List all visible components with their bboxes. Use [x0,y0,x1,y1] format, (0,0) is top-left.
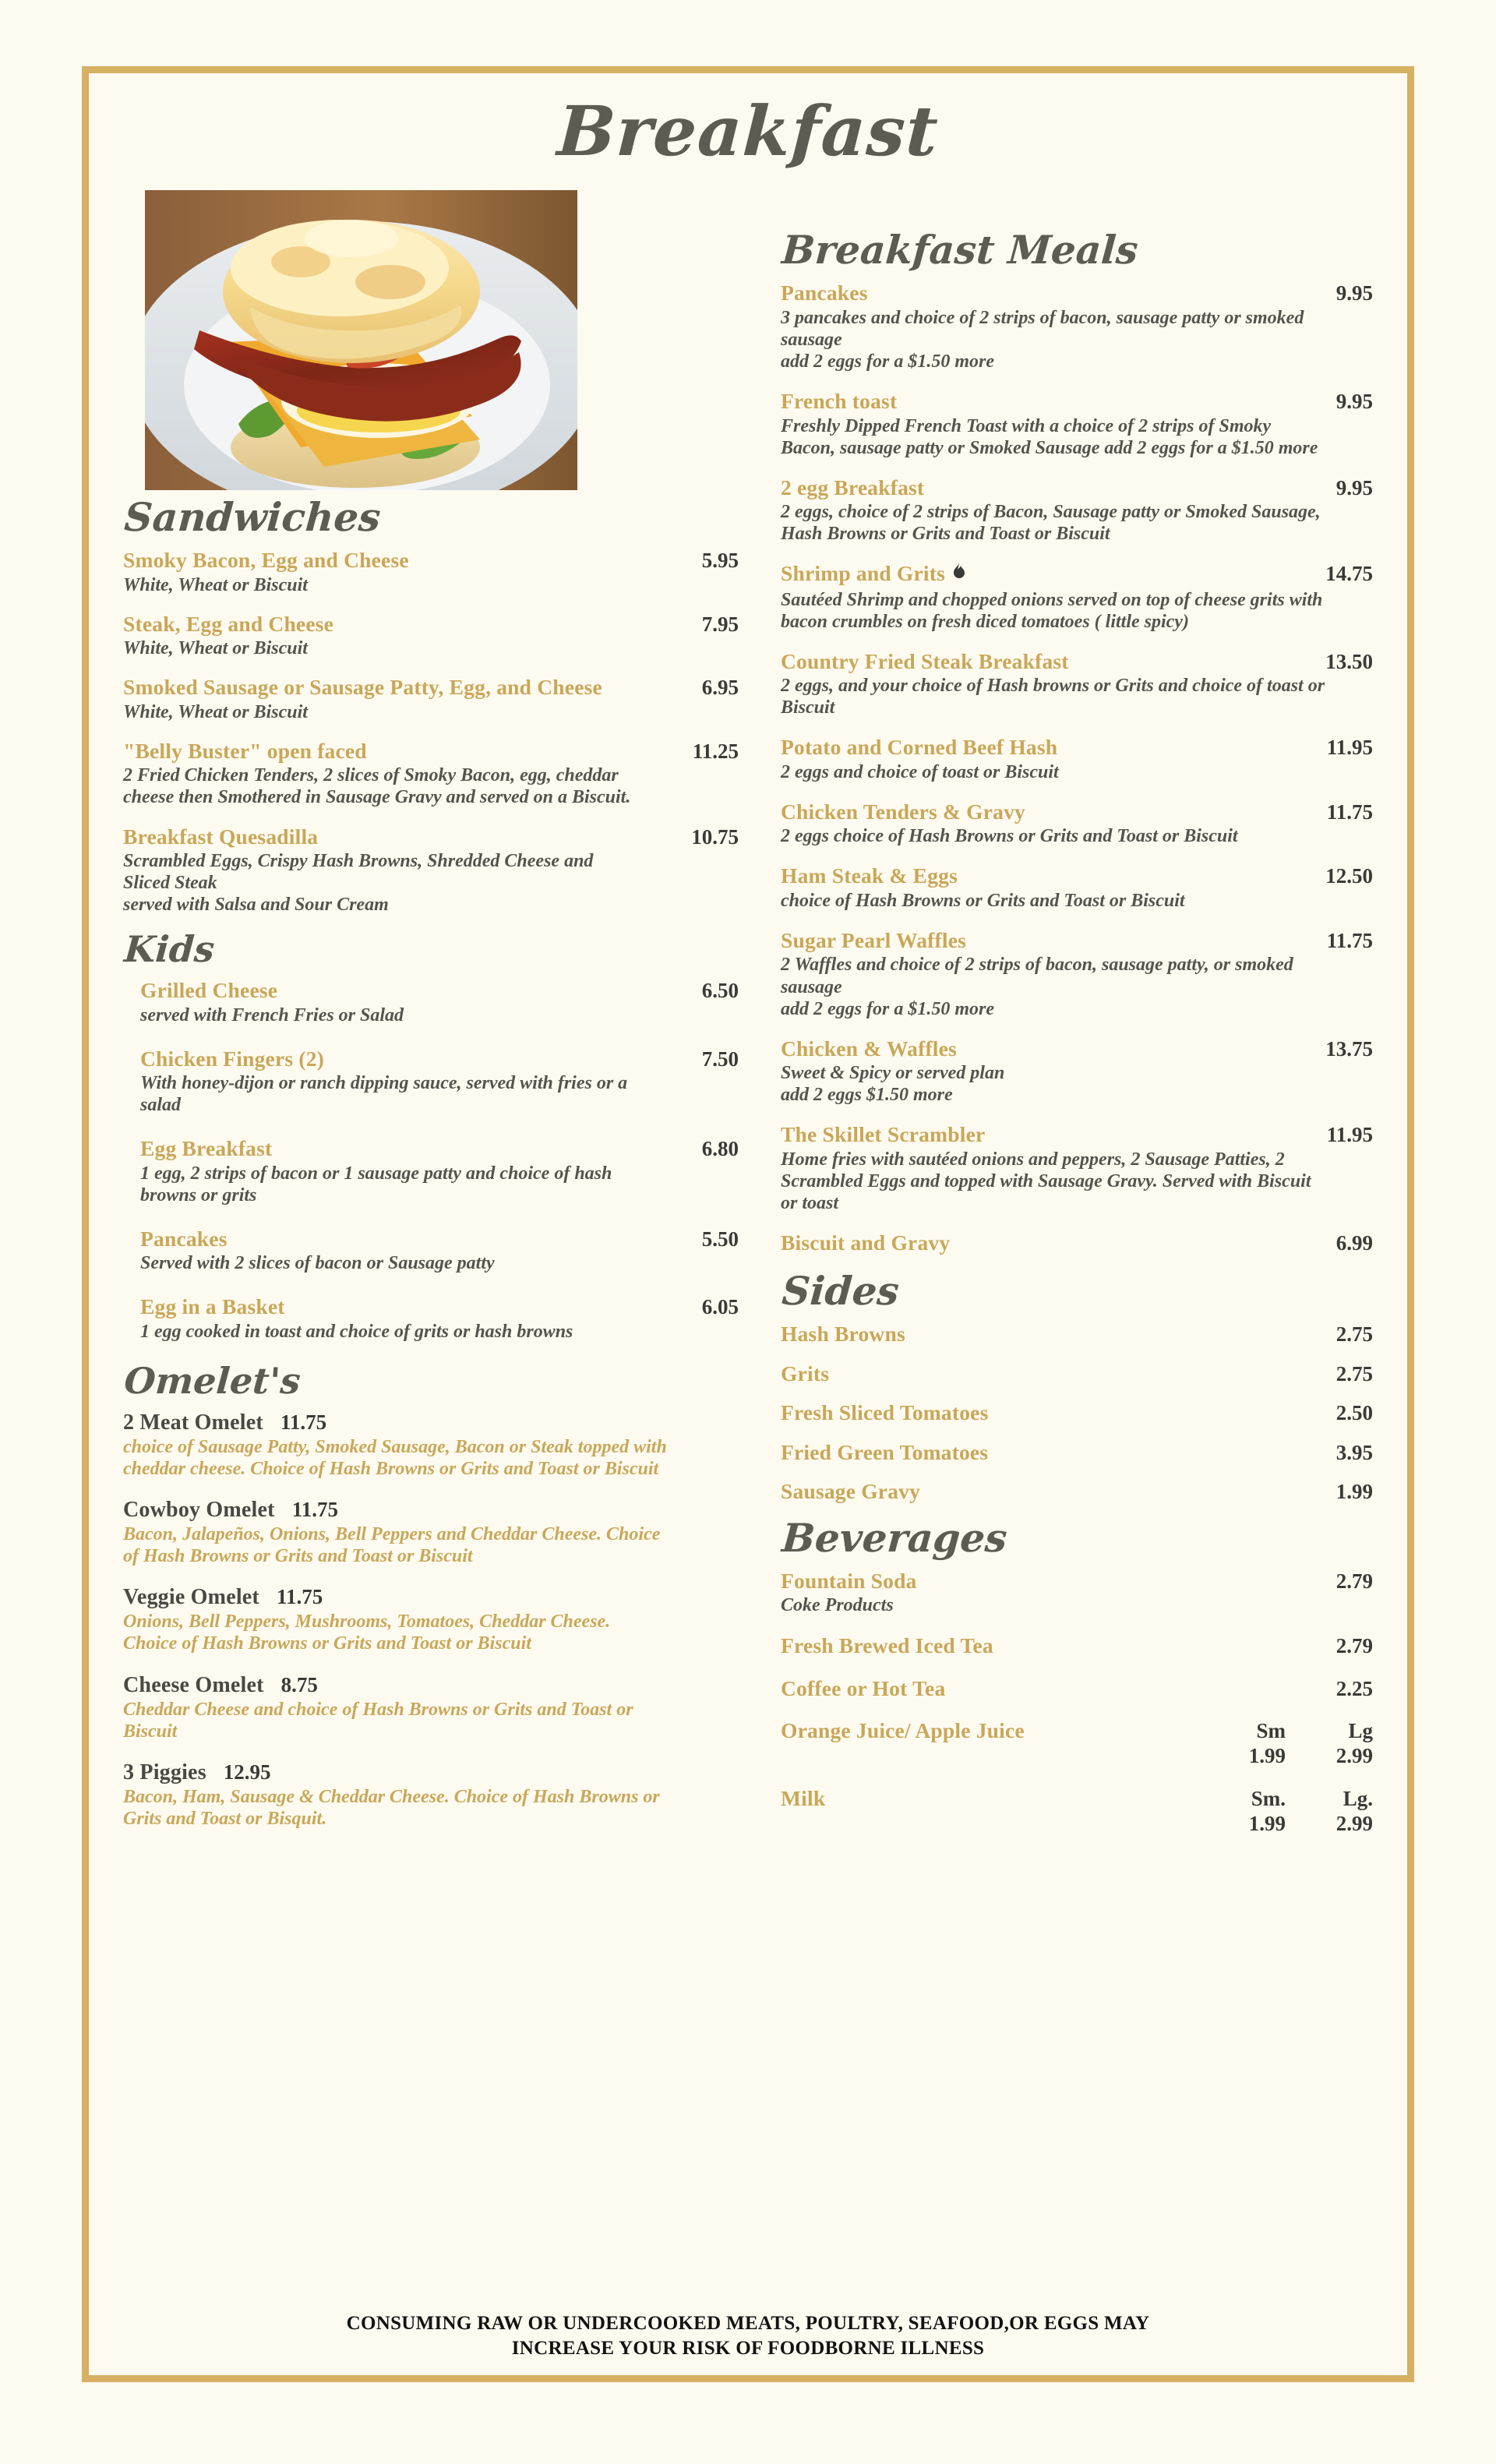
menu-item-header [123,675,739,700]
menu-item-name: Biscuit and Gravy [781,1230,951,1255]
menu-item-header [123,824,739,849]
menu-item-name: French toast [781,389,898,414]
size-price: 1.99 [1248,1743,1286,1767]
breakfast-meals-list [781,281,1373,1255]
menu-item [781,1676,1373,1701]
menu-item-header [781,1122,1373,1147]
menu-item-price: 11.75 [291,1498,338,1522]
menu-item-description: 2 Fried Chicken Tenders, 2 slices of Smoky Bacon, egg, cheddar cheese then Smothered in Sausage Gravy and served on a Biscuit. [123,765,631,808]
menu-item [781,800,1373,848]
menu-columns [123,171,1373,1853]
menu-item-name: Cowboy Omelet [123,1498,275,1523]
menu-item-price: 6.50 [701,979,739,1003]
menu-item-header [123,612,739,637]
menu-item-header [123,1584,739,1610]
menu-item-name: 2 egg Breakfast [781,475,925,500]
menu-item-description: Freshly Dipped French Toast with a choice of 2 strips of Smoky Bacon, sausage patty or Smoked Sausage add 2 eggs for a $1.50 more [781,415,1318,458]
menu-item-name: Fresh Sliced Tomatoes [781,1400,989,1425]
menu-item-header [781,863,1373,888]
menu-item-price: 14.75 [1325,562,1373,586]
menu-item-name: Chicken & Waffles [781,1036,957,1061]
menu-item-name: Pancakes [781,281,868,305]
menu-item-price: 11.95 [1326,736,1373,760]
menu-item [781,735,1373,783]
menu-item-description: choice of Sausage Patty, Smoked Sausage, Bacon or Steak topped with cheddar cheese. Choice of Hash Browns or Grits and Toast or Biscuit [123,1436,667,1480]
menu-item-name: Steak, Egg and Cheese [123,611,334,636]
menu-item-header [781,561,1373,588]
size-price: 2.99 [1335,1743,1373,1767]
size-label: Sm [1256,1718,1286,1742]
menu-item [123,612,739,660]
menu-item [781,1322,1373,1347]
menu-item [123,824,739,916]
menu-item-name: Grilled Cheese [140,978,278,1003]
menu-item [123,1410,739,1480]
menu-item-header [123,1672,739,1698]
menu-border-frame [82,66,1414,2382]
menu-item [781,863,1373,912]
menu-item-price: 9.95 [1335,390,1373,414]
menu-item-price: 1.99 [1335,1480,1373,1504]
omelets-list [123,1410,739,1830]
size-label: Lg [1348,1718,1373,1742]
menu-item-description: Cheddar Cheese and choice of Hash Browns or Grits and Toast or Biscuit [123,1699,633,1742]
menu-item-header [140,1047,739,1071]
size-price: 2.99 [1335,1811,1373,1835]
beverages-list [781,1569,1373,1837]
menu-item-header [781,1676,1373,1701]
menu-item-name: Country Fried Steak Breakfast [781,648,1069,673]
menu-item-price: 3.95 [1335,1440,1373,1464]
menu-item-name: Ham Steak & Eggs [781,863,958,888]
menu-item-name: Orange Juice/ Apple Juice [781,1717,1025,1742]
size-price-column [1198,1787,1286,1837]
menu-item-price: 9.95 [1335,281,1373,305]
menu-item-price: 6.95 [701,676,739,700]
sides-list [781,1322,1373,1504]
menu-item-description: 2 eggs, choice of 2 strips of Bacon, Sausage patty or Smoked Sausage, Hash Browns or Grits and Toast or Biscuit [781,502,1321,545]
menu-item-header [781,1230,1373,1255]
size-label: Sm. [1251,1786,1286,1810]
menu-item [140,978,739,1026]
menu-item-header [781,1322,1373,1347]
section-title-sandwiches: Sandwiches [122,494,383,541]
menu-item-price: 2.50 [1335,1401,1373,1425]
menu-item [140,1227,739,1275]
menu-item-header [781,1440,1373,1465]
menu-item-price: 12.50 [1325,864,1373,888]
page-title: Breakfast [555,90,941,171]
menu-item-price: 6.05 [701,1295,739,1319]
section-title-kids: Kids [122,928,217,971]
menu-item-description: Coke Products [781,1594,894,1615]
menu-item-name: "Belly Buster" open faced [123,738,367,763]
menu-item-price: 11.75 [280,1410,327,1434]
menu-item-name: Veggie Omelet [123,1585,259,1610]
menu-item [123,548,739,596]
menu-item-header [781,1786,1373,1837]
menu-item [123,675,739,723]
menu-item-description: 2 eggs choice of Hash Browns or Grits and Toast or Biscuit [781,826,1238,847]
menu-item-name: Cheese Omelet [123,1672,264,1697]
menu-item-price: 7.50 [701,1047,739,1071]
size-price-column [1198,1719,1286,1769]
menu-item-header [781,928,1373,953]
size-price-group [1198,1719,1373,1769]
size-label: Lg. [1343,1786,1373,1810]
menu-item-header [123,1760,739,1785]
menu-item-name: Smoky Bacon, Egg and Cheese [123,548,409,573]
menu-item-header [140,1136,739,1161]
menu-item-name: Egg in a Basket [140,1294,285,1319]
menu-item [123,739,739,809]
menu-item-header [781,389,1373,414]
menu-item-header [123,739,739,764]
menu-item-header [781,281,1373,305]
menu-item-header [781,1361,1373,1386]
menu-item-price: 6.99 [1335,1230,1373,1255]
size-price: 1.99 [1248,1811,1286,1835]
menu-item-description: 2 eggs and choice of toast or Biscuit [781,761,1059,782]
menu-item-header [781,649,1373,674]
menu-item [781,1440,1373,1465]
size-price-column [1286,1787,1373,1837]
kids-list [123,978,739,1343]
menu-item [781,389,1373,459]
menu-item-header [781,1036,1373,1061]
menu-item [123,1497,739,1567]
menu-item-name: Shrimp and Grits [781,561,967,588]
menu-item [781,1633,1373,1658]
menu-item-header [781,1479,1373,1504]
menu-item-name: Hash Browns [781,1322,905,1347]
menu-item [781,649,1373,719]
size-price-group [1198,1787,1373,1837]
menu-item-description: 2 Waffles and choice of 2 strips of bacon, sausage patty, or smoked sausage add 2 eggs for a $1.50 more [781,955,1293,1019]
menu-item-description: Onions, Bell Peppers, Mushrooms, Tomatoes, Cheddar Cheese. Choice of Hash Browns or Grits and Toast or Biscuit [123,1611,611,1654]
menu-item-price: 11.95 [1326,1123,1373,1147]
menu-item-header [781,1400,1373,1425]
menu-item [781,928,1373,1020]
menu-item-price: 11.25 [692,739,739,763]
menu-item-name: Fried Green Tomatoes [781,1439,989,1464]
menu-item [781,1122,1373,1214]
menu-item-name: Potato and Corned Beef Hash [781,735,1058,760]
menu-item-price: 11.75 [276,1585,323,1609]
menu-item-price: 11.75 [1326,928,1373,952]
menu-item-description: Bacon, Ham, Sausage & Cheddar Cheese. Choice of Hash Browns or Grits and Toast or Bisquit. [123,1786,660,1829]
menu-item [781,561,1373,633]
disclaimer-line-2: INCREASE YOUR RISK OF FOODBORNE ILLNESS [511,2338,985,2359]
menu-item-header [781,475,1373,500]
menu-item-name: Chicken Fingers (2) [140,1046,325,1071]
menu-item-price: 9.95 [1335,475,1373,500]
menu-content [89,73,1407,2375]
section-title-beverages: Beverages [780,1514,1009,1561]
menu-item-price: 10.75 [691,824,739,849]
menu-item-header [781,800,1373,824]
menu-item [781,1479,1373,1504]
flame-icon [951,562,967,588]
left-column [123,171,739,1846]
menu-item-description: 3 pancakes and choice of 2 strips of bacon, sausage patty or smoked sausage add 2 eggs for a $1.50 more [781,307,1304,372]
menu-item [781,281,1373,372]
section-title-breakfast-meals: Breakfast Meals [780,227,1140,274]
menu-item-description: Bacon, Jalapeños, Onions, Bell Peppers and Cheddar Cheese. Choice of Hash Browns or Grits and Toast or Biscuit [123,1524,661,1567]
menu-item-description: Scrambled Eggs, Crispy Hash Browns, Shredded Cheese and Sliced Steak served with Salsa and Sour Cream [123,850,594,916]
menu-item-header [123,548,739,573]
menu-item-price: 2.75 [1335,1322,1373,1347]
menu-item-description: 1 egg cooked in toast and choice of grits or hash browns [140,1321,573,1342]
menu-item-description: 2 eggs, and your choice of Hash browns or Grits and choice of toast or Biscuit [781,676,1325,718]
menu-item-price: 6.80 [701,1137,739,1161]
size-price-column [1286,1719,1373,1769]
menu-item-name: Milk [781,1785,826,1810]
menu-item [781,1400,1373,1425]
right-column [781,171,1373,1853]
menu-item-name: Fresh Brewed Iced Tea [781,1633,993,1658]
menu-item-header [781,1569,1373,1594]
menu-item-description: White, Wheat or Biscuit [123,574,308,595]
section-title-sides: Sides [780,1268,901,1315]
menu-item-price: 8.75 [280,1672,318,1696]
menu-item-description: Home fries with sautéed onions and peppers, 2 Sausage Patties, 2 Scrambled Eggs and topped with Sausage Gravy. Served with Biscuit or toast [781,1149,1311,1213]
disclaimer-line-1: CONSUMING RAW OR UNDERCOOKED MEATS, POULTRY, SEAFOOD,OR EGGS MAY [346,2313,1150,2334]
menu-item-name: Sugar Pearl Waffles [781,927,967,952]
menu-item-price: 5.50 [701,1227,739,1251]
menu-item-header [781,735,1373,760]
menu-item [140,1047,739,1117]
menu-item-price: 13.75 [1325,1036,1373,1061]
menu-item-description: Sautéed Shrimp and chopped onions served on top of cheese grits with bacon crumbles on fresh diced tomatoes ( little spicy) [781,589,1323,632]
menu-item-name: Egg Breakfast [140,1136,273,1161]
menu-item-description: served with French Fries or Salad [140,1004,404,1025]
menu-item-price: 5.95 [701,549,739,573]
menu-item-name: Smoked Sausage or Sausage Patty, Egg, and Cheese [123,675,602,700]
menu-item-description: 1 egg, 2 strips of bacon or 1 sausage patty and choice of hash browns or grits [140,1163,612,1206]
menu-item-header [781,1718,1373,1769]
menu-item [781,1569,1373,1617]
breakfast-sandwich-photo [145,190,577,490]
menu-item-header [781,1633,1373,1658]
menu-item-description: White, Wheat or Biscuit [123,701,308,722]
menu-item-name: Chicken Tenders & Gravy [781,799,1026,824]
menu-item-price: 2.79 [1335,1634,1373,1658]
menu-item-header [140,1294,739,1319]
allergen-disclaimer [123,2311,1373,2361]
menu-item-price: 11.75 [1326,800,1373,824]
menu-item-description: With honey-dijon or ranch dipping sauce, served with fries or a salad [140,1073,628,1116]
menu-item [781,1036,1373,1107]
menu-item [781,1786,1373,1837]
menu-item [123,1584,739,1654]
menu-item-name: The Skillet Scrambler [781,1122,986,1147]
menu-item-name: Grits [781,1361,830,1386]
menu-item-description: choice of Hash Browns or Grits and Toast or Biscuit [781,890,1185,911]
menu-item-name: Fountain Soda [781,1568,917,1593]
sandwiches-list [123,548,739,916]
menu-item [140,1294,739,1343]
menu-item-description: Served with 2 slices of bacon or Sausage patty [140,1253,495,1274]
menu-item-name: Sausage Gravy [781,1479,921,1504]
menu-item [123,1672,739,1742]
menu-item-name: 3 Piggies [123,1760,206,1784]
menu-item-price: 13.50 [1325,649,1373,673]
menu-item-name: Pancakes [140,1226,228,1251]
menu-item-price: 12.95 [223,1760,271,1784]
menu-item-price: 2.75 [1335,1361,1373,1386]
menu-item-header [140,978,739,1003]
menu-item [781,1361,1373,1386]
menu-item-header [140,1227,739,1251]
menu-item-price: 2.79 [1335,1569,1373,1593]
menu-item-price: 7.95 [701,612,739,636]
menu-item-header [123,1410,739,1435]
menu-item-description: White, Wheat or Biscuit [123,638,308,659]
menu-item [781,475,1373,545]
menu-item-header [123,1497,739,1523]
menu-item-description: Sweet & Spicy or served plan add 2 eggs $1.50 more [781,1063,1005,1106]
menu-item [781,1230,1373,1255]
menu-item-name: 2 Meat Omelet [123,1410,263,1435]
menu-item [781,1718,1373,1769]
menu-item-name: Coffee or Hot Tea [781,1675,946,1700]
section-title-omelets: Omelet's [122,1359,302,1402]
menu-item [123,1760,739,1830]
menu-item-name: Breakfast Quesadilla [123,824,319,849]
menu-item-price: 2.25 [1335,1676,1373,1700]
menu-item [140,1136,739,1206]
